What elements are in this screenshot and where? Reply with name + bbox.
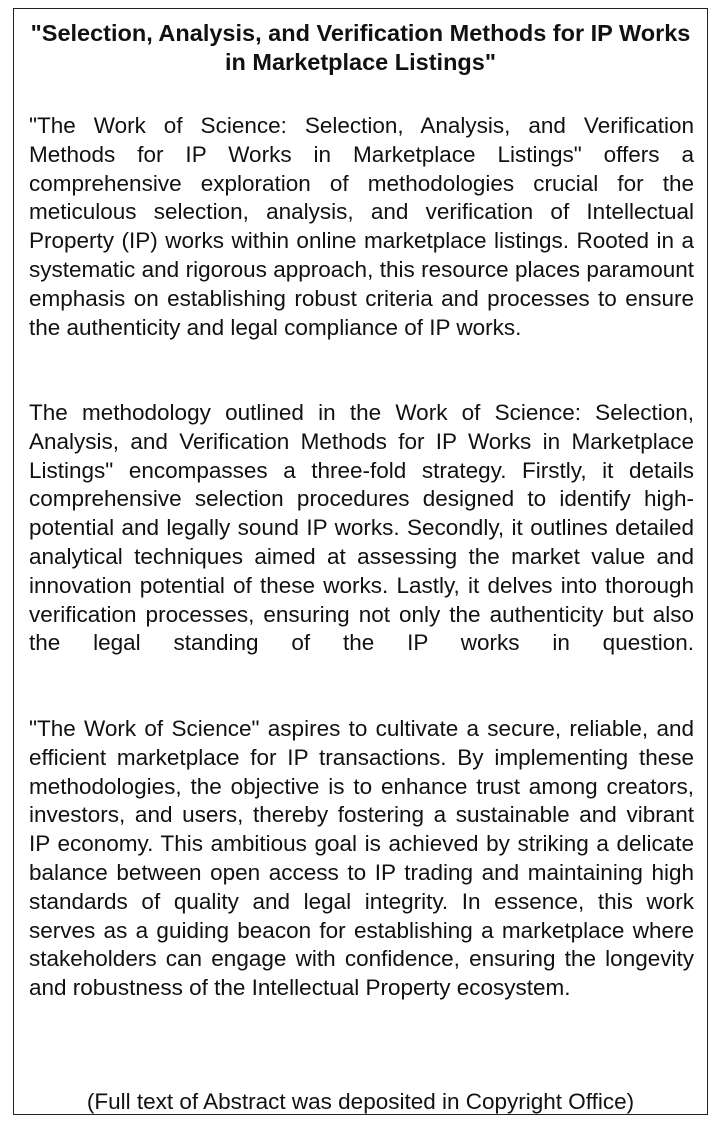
abstract-frame (13, 8, 708, 1115)
abstract-paragraph-1: "The Work of Science: Selection, Analysis, and Verification Methods for IP Works in Marketplace Listings" offers a comprehensive exploration of methodologies crucial for the meticulous selection, analysis, and verification of Intellectual Property (IP) works within online marketplace listings. Rooted in a systematic and rigorous approach, this resource places paramount emphasis on establishing robust criteria and processes to ensure the authenticity and legal compliance of IP works. (29, 113, 694, 340)
abstract-paragraph-2: The methodology outlined in the Work of Science: Selection, Analysis, and Verification Methods for IP Works in Marketplace Listings" encompasses a three-fold strategy. Firstly, it details comprehensive selection procedures designed to identify high-potential and legally sound IP works. Secondly, it outlines detailed analytical techniques aimed at assessing the market value and innovation potential of these works. Lastly, it delves into thorough verification processes, ensuring not only the authenticity but also the legal standing of the IP works in question. (29, 400, 694, 656)
abstract-paragraph-3: "The Work of Science" aspires to cultivate a secure, reliable, and efficient marketplace for IP transactions. By implementing these methodologies, the objective is to enhance trust among creators, investors, and users, thereby fostering a sustainable and vibrant IP economy. This ambitious goal is achieved by striking a delicate balance between open access to IP trading and maintaining high standards of quality and legal integrity. In essence, this work serves as a guiding beacon for establishing a marketplace where stakeholders can engage with confidence, ensuring the longevity and robustness of the Intellectual Property ecosystem. (29, 716, 694, 1001)
deposit-note: (Full text of Abstract was deposited in Copyright Office) (86, 1089, 635, 1114)
document-title: "Selection, Analysis, and Verification Methods for IP Works in Marketplace Listings" (30, 20, 691, 75)
